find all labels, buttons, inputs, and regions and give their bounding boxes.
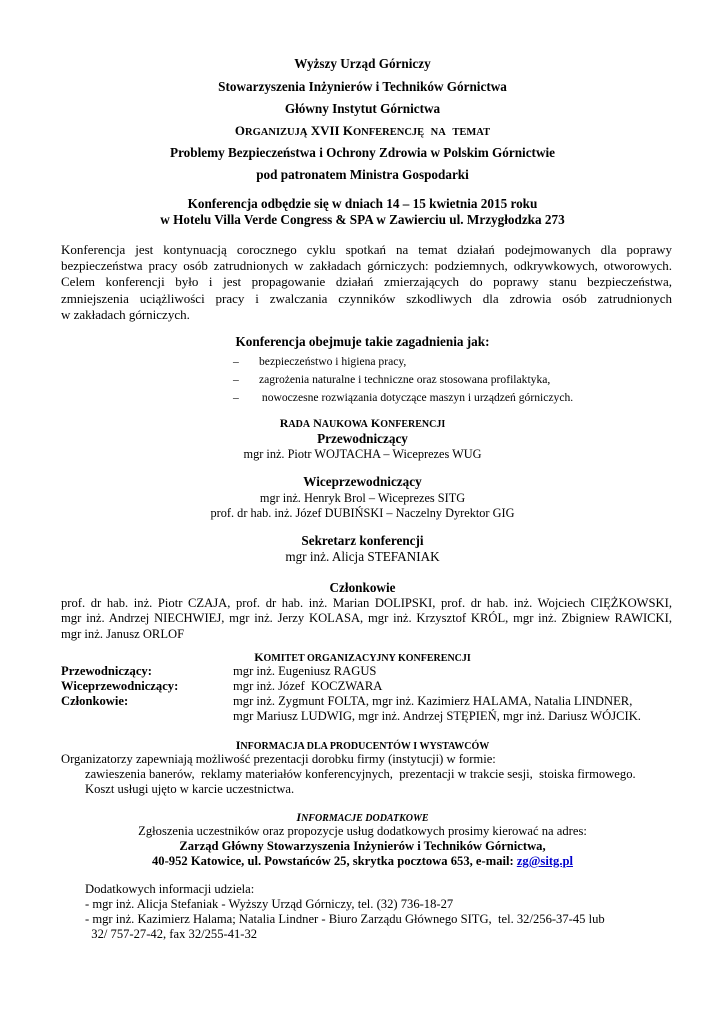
chair-name: mgr inż. Piotr WOJTACHA – Wiceprezes WUG <box>243 447 482 461</box>
list-item: – bezpieczeństwo i higiena pracy, <box>233 355 407 368</box>
organizing-committee-heading: KOMITET ORGANIZACYJNY KONFERENCJI <box>254 650 471 664</box>
members-label: Członkowie <box>329 580 396 595</box>
intro-paragraph: Konferencja jest kontynuacją corocznego cyklu spotkań na temat działań podejmowanych dla poprawy bezpieczeństwa pracy osób zatrudnionych w zakładach górniczych: podziemnych, odkrywkowych, otworowych. Celem konferencji było i jest propagowanie działań zmierzających do poprawy stanu bezpieczeństwa, zmniejszenia uciążliwości pracy i zwalczania czynników szkodliwych dla zdrowia osób zatrudnionych w zakładach górniczych. <box>61 242 672 322</box>
secretary-label: Sekretarz konferencji <box>301 533 424 548</box>
producers-line-2: zawieszenia banerów, reklamy materiałów konferencyjnych, prezentacji w trakcie sesji, stoiska firmowego. <box>85 767 636 781</box>
conference-date: Konferencja odbędzie się w dniach 14 – 15 kwietnia 2015 roku <box>187 196 538 211</box>
conference-title: Problemy Bezpieczeństwa i Ochrony Zdrowia w Polskim Górnictwie <box>170 145 555 160</box>
organizer-gig: Główny Instytut Górnictwa <box>284 101 441 116</box>
additional-line-3: 40-952 Katowice, ul. Powstańców 25, skrytka pocztowa 653, e-mail: zg@sitg.pl <box>152 854 573 868</box>
contact-line-3: 32/ 757-27-42, fax 32/255-41-32 <box>85 927 258 941</box>
vice-chair-1: mgr inż. Henryk Brol – Wiceprezes SITG <box>259 491 466 505</box>
committee-chair: mgr inż. Eugeniusz RAGUS <box>233 664 377 678</box>
email-link[interactable]: zg@sitg.pl <box>516 854 573 868</box>
additional-line-2: Zarząd Główny Stowarzyszenia Inżynierów i Techników Górnictwa, <box>179 839 546 853</box>
producers-heading: INFORMACJA DLA PRODUCENTÓW I WYSTAWCÓW <box>235 738 490 752</box>
additional-line-1: Zgłoszenia uczestników oraz propozycje usług dodatkowych prosimy kierować na adres: <box>138 824 587 838</box>
scientific-council-heading: RADA NAUKOWA KONFERENCJI <box>279 416 446 430</box>
organize-heading: ORGANIZUJĄ XVII KONFERENCJĘ NA TEMAT <box>234 123 491 138</box>
committee-vice: mgr inż. Józef KOCZWARA <box>233 679 383 693</box>
organizer-wug: Wyższy Urząd Górniczy <box>294 56 431 71</box>
vice-chair-label: Wiceprzewodniczący <box>303 474 422 489</box>
committee-members-2: mgr Mariusz LUDWIG, mgr inż. Andrzej STĘPIEŃ, mgr inż. Dariusz WÓJCIK. <box>233 709 641 723</box>
members-paragraph: prof. dr hab. inż. Piotr CZAJA, prof. dr hab. inż. Marian DOLIPSKI, prof. dr hab. inż. Wojciech CIĘŻKOWSKI, mgr inż. Andrzej NIECHWIEJ, mgr inż. Jerzy KOLASA, mgr inż. Krzysztof KRÓL, mgr inż. Zbigniew RAWICKI, mgr inż. Janusz ORLOF <box>61 596 672 641</box>
secretary-name: mgr inż. Alicja STEFANIAK <box>285 549 440 564</box>
topics-heading: Konferencja obejmuje takie zagadnienia jak: <box>235 334 490 349</box>
list-item: – nowoczesne rozwiązania dotyczące maszyn i urządzeń górniczych. <box>233 391 574 404</box>
committee-vice-label: Wiceprzewodniczący: <box>61 679 179 693</box>
additional-heading: INFORMACJE DODATKOWE <box>296 810 429 824</box>
contact-line-2: - mgr inż. Kazimierz Halama; Natalia Lindner - Biuro Zarządu Głównego SITG, tel. 32/256-37-45 lub <box>85 912 605 926</box>
conference-venue: w Hotelu Villa Verde Congress & SPA w Zawierciu ul. Mrzygłodzka 273 <box>160 212 565 227</box>
topics-list <box>233 353 573 407</box>
contact-line-1: - mgr inż. Alicja Stefaniak - Wyższy Urząd Górniczy, tel. (32) 736-18-27 <box>85 897 454 911</box>
producers-line-3: Koszt usługi ujęto w karcie uczestnictwa. <box>85 782 295 796</box>
contacts-heading: Dodatkowych informacji udziela: <box>85 882 255 896</box>
producers-line-1: Organizatorzy zapewniają możliwość prezentacji dorobku firmy (instytucji) w formie: <box>61 752 496 766</box>
chair-label: Przewodniczący <box>317 431 408 446</box>
committee-members-1: mgr inż. Zygmunt FOLTA, mgr inż. Kazimierz HALAMA, Natalia LINDNER, <box>233 694 633 708</box>
list-item: – zagrożenia naturalne i techniczne oraz stosowana profilaktyka, <box>233 373 551 386</box>
committee-chair-label: Przewodniczący: <box>61 664 152 678</box>
patronage: pod patronatem Ministra Gospodarki <box>256 167 469 182</box>
vice-chair-2: prof. dr hab. inż. Józef DUBIŃSKI – Naczelny Dyrektor GIG <box>210 506 515 520</box>
committee-members-label: Członkowie: <box>61 694 129 708</box>
organizer-sitg: Stowarzyszenia Inżynierów i Techników Górnictwa <box>218 79 507 94</box>
